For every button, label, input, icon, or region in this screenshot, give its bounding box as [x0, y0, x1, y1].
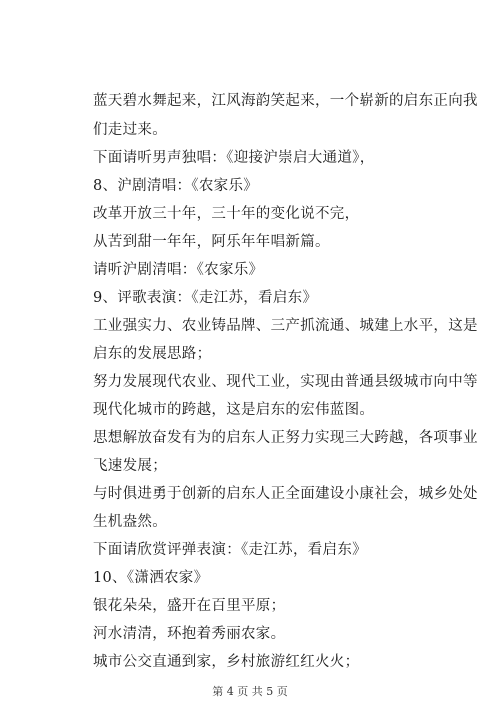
text-line: 从苦到甜一年年，阿乐年年唱新篇。: [93, 234, 330, 250]
text-line: 思想解放奋发有为的启东人正努力实现三大跨越，各项事业: [93, 430, 478, 446]
text-line: 请听沪剧清唱：《农家乐》: [93, 262, 264, 278]
text-line: 们走过来。: [93, 122, 167, 138]
text-line: 下面请欣赏评弹表演：《走江苏，看启东》: [93, 542, 367, 558]
text-line: 努力发展现代农业、现代工业，实现由普通县级城市向中等: [93, 374, 478, 390]
text-line: 生机盎然。: [93, 514, 167, 530]
text-line: 与时俱进勇于创新的启东人正全面建设小康社会，城乡处处: [93, 486, 478, 502]
text-line: 启东的发展思路；: [93, 346, 212, 362]
text-line: 现代化城市的跨越，这是启东的宏伟蓝图。: [93, 402, 375, 418]
text-line: 下面请听男声独唱：《迎接沪崇启大通道》，: [93, 150, 375, 166]
text-line: 改革开放三十年，三十年的变化说不完，: [93, 206, 360, 222]
text-line: 银花朵朵，盛开在百里平原；: [93, 598, 286, 614]
text-line: 蓝天碧水舞起来，江风海韵笑起来，一个崭新的启东正向我: [93, 93, 478, 109]
page-footer: 第 4 页 共 5 页: [212, 685, 288, 698]
text-line: 8、沪剧清唱：《农家乐》: [93, 178, 259, 194]
text-line: 工业强实力、农业铸品牌、三产抓流通、城建上水平，这是: [93, 318, 478, 334]
text-line: 河水清清，环抱着秀丽农家。: [93, 626, 286, 642]
text-line: 9、评歌表演：《走江苏，看启东》: [93, 290, 318, 306]
text-line: 城市公交直通到家，乡村旅游红红火火；: [93, 654, 360, 670]
text-line: 飞速发展；: [93, 458, 167, 474]
text-line: 10、《潇洒农家》: [93, 570, 209, 586]
